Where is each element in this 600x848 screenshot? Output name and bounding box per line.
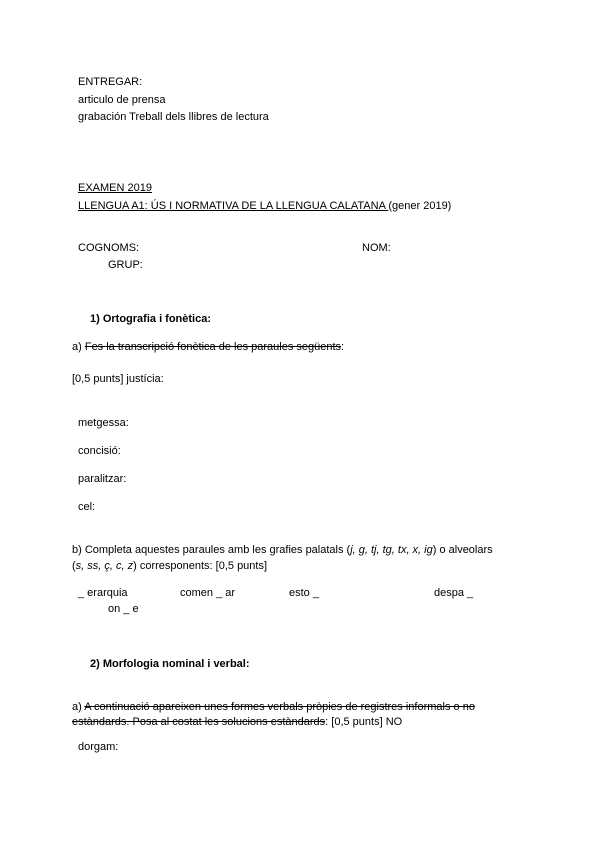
question-1b-text-d: ) corresponents: [0,5 punts] (133, 560, 268, 572)
section-1-title: 1) Ortografia i fonètica: (90, 313, 212, 325)
fill-word-2: comen _ ar (180, 587, 236, 599)
exam-title: EXAMEN 2019 (78, 182, 152, 194)
word-dorgam: dorgam: (78, 741, 119, 753)
word-cel: cel: (78, 501, 96, 513)
question-2a-line1 (72, 700, 475, 714)
question-1b-palatals: j, g, tj, tg, tx, x, ig (350, 544, 433, 556)
question-2a-instruction-1: A continuació apareixen unes formes verbals pròpies de registres informals o no (84, 701, 475, 713)
fill-word-5: on _ e (108, 603, 139, 615)
fill-word-1: _ erarquia (78, 587, 128, 599)
question-2a-prefix: a) (72, 701, 85, 713)
question-1b-text-a: b) Completa aquestes paraules amb les grafies palatals ( (72, 544, 351, 556)
entregar-label: ENTREGAR: (78, 76, 143, 88)
question-2a-suffix: : [0,5 punts] NO (325, 716, 403, 728)
question-1b-text-c: ( (72, 560, 76, 572)
word-concisio: concisió: (78, 445, 121, 457)
question-1b-text-b: ) o alveolars (432, 544, 493, 556)
question-1b-alveolars: s, ss, ç, c, z (75, 560, 134, 572)
question-1a-points: [0,5 punts] justícia: (72, 373, 164, 385)
exam-subject: LLENGUA A1: ÚS I NORMATIVA DE LA LLENGUA CALATANA (78, 200, 389, 212)
question-2a-line2 (72, 715, 402, 729)
entregar-item-2: grabación Treball dels llibres de lectura (78, 111, 269, 123)
question-1a (72, 340, 344, 354)
fill-word-3: esto _ (289, 587, 319, 599)
word-metgessa: metgessa: (78, 417, 129, 429)
question-2a-instruction-2: estàndards. Posa al costat les solucions estàndards (72, 716, 326, 728)
cognoms-label: COGNOMS: (78, 242, 140, 254)
question-1b-line2 (72, 559, 267, 573)
exam-date: (gener 2019) (388, 200, 452, 212)
fill-word-4: despa _ (434, 587, 474, 599)
word-paralitzar: paralitzar: (78, 473, 127, 485)
grup-label: GRUP: (108, 259, 143, 271)
entregar-item-1: articulo de prensa (78, 94, 166, 106)
question-1a-prefix: a) (72, 341, 85, 353)
question-1b-line1 (72, 543, 493, 557)
question-1a-instruction: Fes la transcripció fonètica de les paraules següents (84, 341, 342, 353)
question-1a-suffix: : (341, 341, 345, 353)
exam-subject-line (78, 199, 451, 213)
section-2-title: 2) Morfologia nominal i verbal: (90, 658, 250, 670)
nom-label: NOM: (362, 242, 391, 254)
